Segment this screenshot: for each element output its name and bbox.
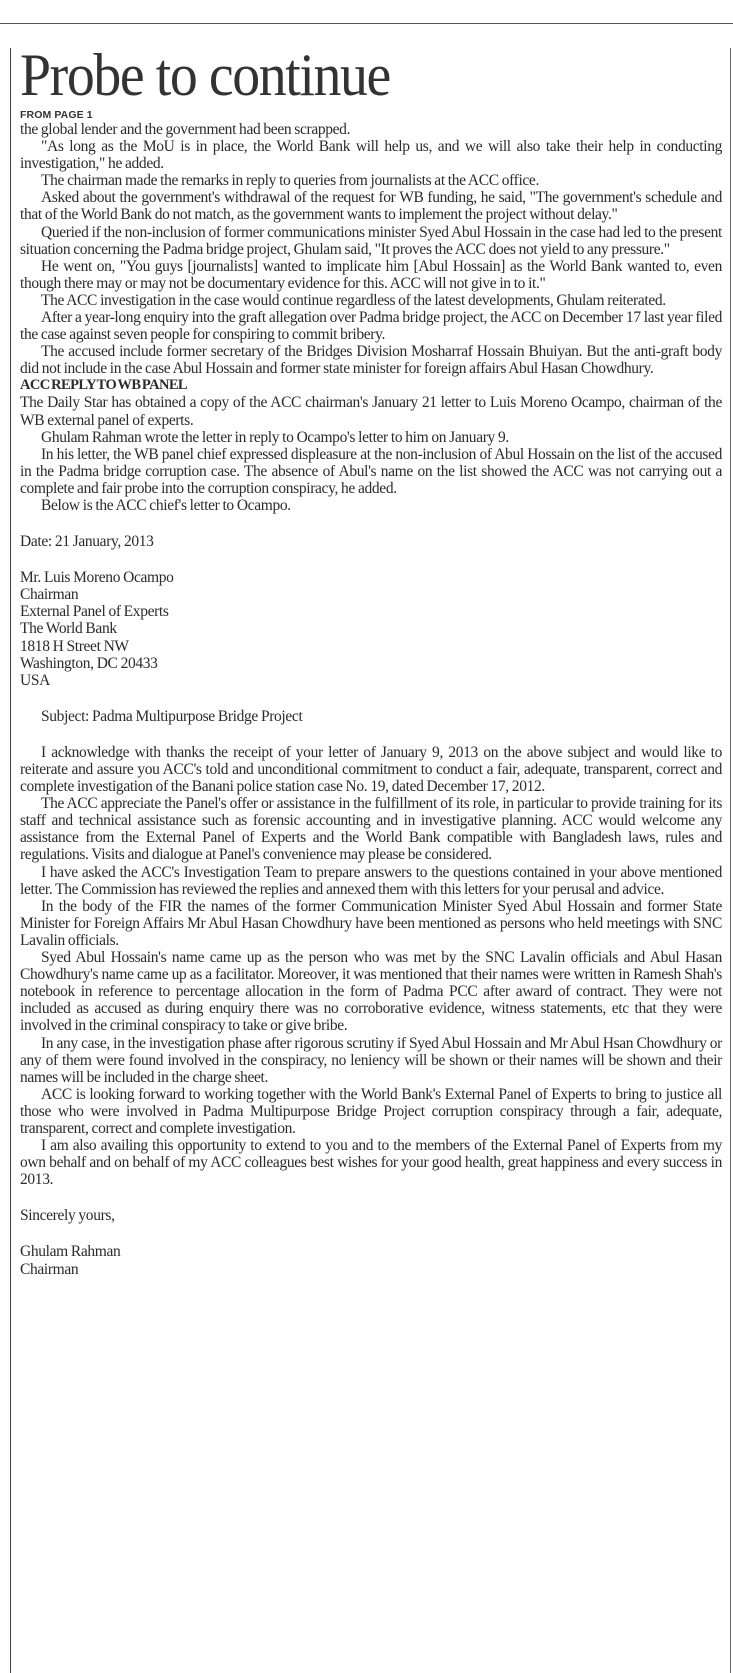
paragraph: Ghulam Rahman wrote the letter in reply to Ocampo's letter to him on January 9. — [41, 428, 509, 446]
letter-closing: Sincerely yours, — [20, 1207, 115, 1225]
recipient-title: Chairman — [20, 586, 79, 604]
top-rule — [0, 23, 733, 24]
paragraph: Asked about the government's withdrawal of the request for WB funding, he said, "The government's schedule and that of the World Bank do not match, as the government wants to implement the project without delay." — [20, 189, 722, 224]
spacer — [20, 514, 722, 533]
paragraph: "As long as the MoU is in place, the World Bank will help us, and we will also take their help in conducting investigation," he added. — [20, 138, 722, 173]
recipient-country: USA — [20, 671, 50, 689]
spacer — [20, 725, 722, 744]
paragraph: the global lender and the government had been scrapped. — [20, 121, 351, 138]
letter-paragraph: The ACC appreciate the Panel's offer or assistance in the fulfillment of its role, in particular to provide training for its staff and technical assistance such as forensic accounting and in investigative planning. ACC would welcome any assistance from the External Panel of Experts and the World Bank compatible with Bangladesh laws, rules and regulations. Visits and dialogue at Panel's convenience may please be considered. — [20, 795, 722, 864]
article-body — [20, 121, 722, 1278]
spacer — [20, 1188, 722, 1207]
paragraph: After a year-long enquiry into the graft allegation over Padma bridge project, the ACC on December 17 last year filed the case against seven people for conspiring to commit bribery. — [20, 309, 722, 344]
recipient-name: Mr. Luis Moreno Ocampo — [20, 569, 174, 587]
letter-recipient-address — [20, 569, 722, 689]
section-subhead: ACC REPLY TO WB PANEL — [20, 377, 187, 394]
headline: Probe to continue — [20, 42, 390, 108]
letter-paragraph: In any case, in the investigation phase after rigorous scrutiny if Syed Abul Hossain and Mr Abul Hsan Chowdhury or any of them were found involved in the conspiracy, no leniency will be shown or their names will be shown and their names will be included in the charge sheet. — [20, 1034, 722, 1086]
letter-body — [20, 744, 722, 1188]
paragraph: Below is the ACC chief's letter to Ocampo. — [41, 496, 291, 514]
paragraph: In his letter, the WB panel chief expressed displeasure at the non-inclusion of Abul Hossain on the list of the accused in the Padma bridge corruption case. The absence of Abul's name on the list showed the ACC was not carrying out a complete and fair probe into the corruption conspiracy, he added. — [20, 445, 722, 497]
letter-signoff — [20, 1188, 722, 1277]
letter-paragraph: I am also availing this opportunity to extend to you and to the members of the External Panel of Experts from my own behalf and on behalf of my ACC colleagues best wishes for your good health, great happiness and every success in 2013. — [20, 1137, 722, 1189]
letter-paragraph: I have asked the ACC's Investigation Team to prepare answers to the questions contained in your above mentioned letter. The Commission has reviewed the replies and annexed them with this letters for your perusal and advice. — [20, 863, 722, 898]
paragraph: The chairman made the remarks in reply to queries from journalists at the ACC office. — [41, 172, 539, 190]
kicker-from-page: FROM PAGE 1 — [20, 109, 93, 121]
recipient-organization: External Panel of Experts — [20, 603, 169, 621]
letter-paragraph: ACC is looking forward to working together with the World Bank's External Panel of Experts to bring to justice all those who were involved in Padma Multipurpose Bridge Project corruption conspiracy through a fair, adequate, transparent, correct and complete investigation. — [20, 1085, 722, 1137]
spacer — [20, 550, 722, 569]
spacer — [20, 689, 722, 708]
paragraph: The ACC investigation in the case would continue regardless of the latest developments, Ghulam reiterated. — [41, 291, 666, 309]
letter-date: Date: 21 January, 2013 — [20, 533, 154, 551]
column-left-border — [10, 48, 11, 1673]
paragraph: The Daily Star has obtained a copy of the ACC chairman's January 21 letter to Luis Moreno Ocampo, chairman of the WB external panel of experts. — [20, 394, 722, 429]
recipient-city: Washington, DC 20433 — [20, 654, 158, 672]
letter — [20, 533, 722, 744]
letter-paragraph: I acknowledge with thanks the receipt of your letter of January 9, 2013 on the above subject and would like to reiterate and assure you ACC's told and unconditional commitment to conduct a fair, adequate, transparent, correct and complete investigation of the Banani police station case No. 19, dated December 17, 2012. — [20, 743, 722, 796]
signatory-name: Ghulam Rahman — [20, 1243, 121, 1261]
signatory-title: Chairman — [20, 1260, 79, 1278]
paragraph: Queried if the non-inclusion of former communications minister Syed Abul Hossain in the case had led to the present situation concerning the Padma bridge project, Ghulam said, "It proves the ACC does not yield to any pressure." — [20, 223, 722, 258]
paragraph: He went on, "You guys [journalists] wanted to implicate him [Abul Hossain] as the World Bank wanted to, even though there may or may not be documentary evidence for this. ACC will not give in to it." — [20, 257, 722, 292]
article — [20, 40, 722, 1278]
paragraph: The accused include former secretary of the Bridges Division Mosharraf Hossain Bhuiyan. But the anti-graft body did not include in the case Abul Hossain and former state minister for foreign affairs Abul Hasan Chowdhury. — [20, 343, 722, 378]
letter-paragraph: Syed Abul Hossain's name came up as the person who was met by the SNC Lavalin officials and Abul Hasan Chowdhury's name came up as a facilitator. Moreover, it was mentioned that their names were written in Ramesh Shah's notebook in reference to percentage allocation in the form of Padma PCC after award of contract. They were not included as accused as during enquiry there was no corroborative evidence, witness statements, etc that they were involved in the criminal conspiracy to take or give bribe. — [20, 949, 722, 1035]
recipient-institution: The World Bank — [20, 620, 117, 638]
recipient-street: 1818 H Street NW — [20, 637, 129, 655]
letter-paragraph: In the body of the FIR the names of the former Communication Minister Syed Abul Hossain and former State Minister for Foreign Affairs Mr Abul Hasan Chowdhury have been mentioned as persons who held meetings with SNC Lavalin officials. — [20, 897, 722, 949]
spacer — [20, 1224, 722, 1243]
column-right-border — [730, 48, 731, 1673]
letter-subject: Subject: Padma Multipurpose Bridge Project — [41, 707, 303, 725]
